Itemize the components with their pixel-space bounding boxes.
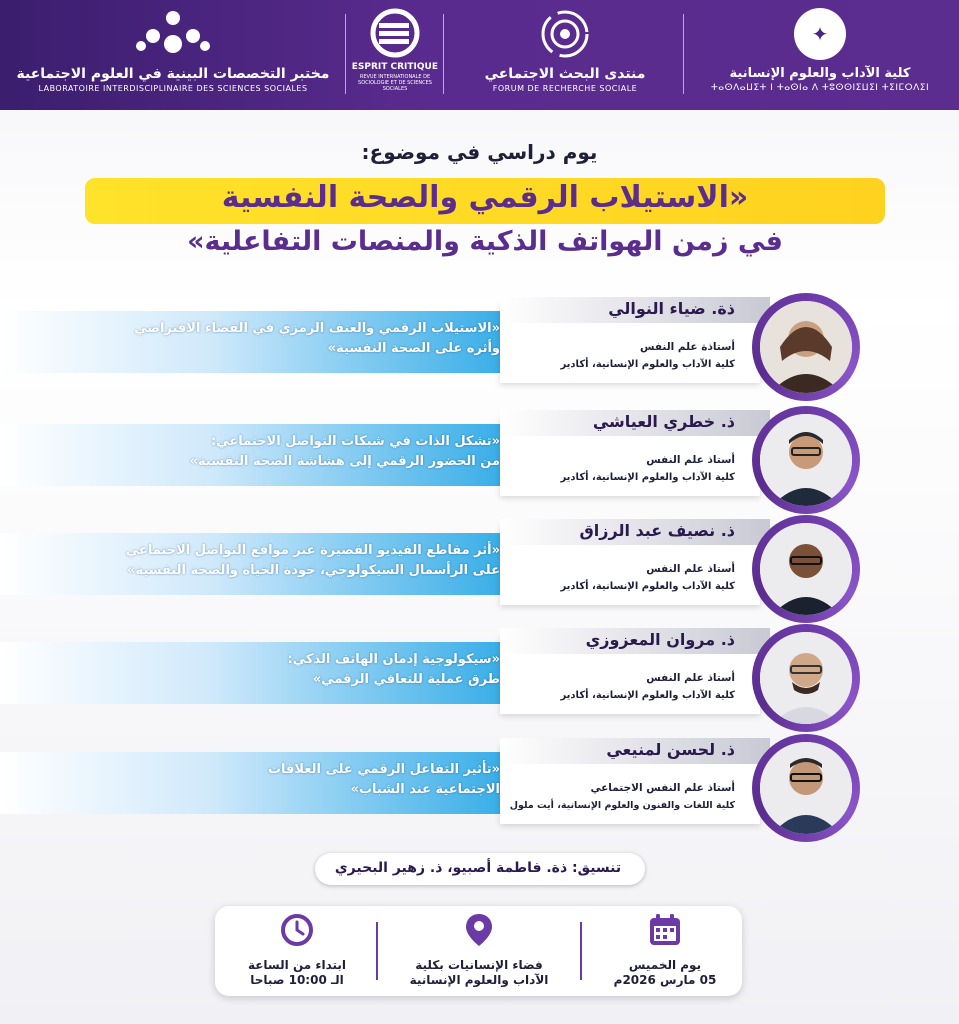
person-icon (760, 301, 852, 393)
speaker-institution: كلية الآداب والعلوم الإنسانية، أكادير (560, 581, 735, 592)
faculty-logo-block (690, 8, 950, 93)
speaker-photo (760, 523, 852, 615)
person-icon (760, 632, 852, 724)
topic-line2: من الحضور الرقمي إلى هشاشة الصحة النفسية» (189, 454, 500, 469)
date-line2: 05 مارس 2026م (613, 973, 717, 987)
speaker-name: ذة. ضياء النوالي (608, 299, 735, 318)
header-divider (345, 14, 346, 94)
forum-logo-block (450, 8, 680, 93)
esprit-logo-block (352, 8, 438, 92)
topic-line2: على الرأسمال السيكولوجي، جودة الحياة والصحة النفسية» (127, 563, 500, 578)
speaker-photo (760, 301, 852, 393)
event-intro: يوم دراسي في موضوع: (361, 140, 598, 164)
speaker-row (0, 738, 959, 838)
lab-name-fr: LABORATOIRE INTERDISCIPLINAIRE DES SCIENCES SOCIALES (38, 84, 308, 93)
speaker-row (0, 297, 959, 397)
calendar-icon (647, 912, 683, 948)
speaker-name: ذ. مروان المعزوزي (585, 630, 735, 649)
topic-line2: طرق عملية للتعافي الرقمي» (312, 672, 500, 687)
lab-name-ar: مختبر التخصصات البينية في العلوم الاجتماعية (16, 66, 330, 82)
place-line1: فضاء الإنسانيات بكلية (415, 958, 543, 972)
date-line1: يوم الخميس (628, 958, 702, 972)
speaker-institution: كلية الآداب والعلوم الإنسانية، أكادير (560, 359, 735, 370)
topic-line1: «سيكولوجية إدمان الهاتف الذكي: (287, 652, 500, 667)
topic-text (20, 432, 500, 472)
clock-icon (279, 912, 315, 948)
speaker-institution: كلية الآداب والعلوم الإنسانية، أكادير (560, 690, 735, 701)
speaker-role: أستاذ علم النفس (646, 563, 735, 575)
speaker-role: أستاذ علم النفس الاجتماعي (590, 782, 735, 794)
faculty-seal-icon: ✦ (794, 8, 846, 60)
lab-logo-block (8, 8, 338, 93)
event-title-line1: «الاستيلاب الرقمي والصحة النفسية (221, 180, 749, 215)
person-icon (760, 742, 852, 834)
speaker-row (0, 410, 959, 510)
speaker-role: أستاذ علم النفس (646, 672, 735, 684)
speaker-name: ذ. لحسن لمنيعي (606, 740, 735, 759)
topic-text (20, 319, 500, 359)
location-pin-icon (461, 912, 497, 948)
faculty-name-ar: كلية الآداب والعلوم الإنسانية (729, 66, 911, 81)
topic-line2: الاجتماعية عند الشباب» (350, 782, 500, 797)
info-divider (580, 922, 582, 980)
speaker-photo (760, 632, 852, 724)
speaker-institution: كلية اللغات والفنون والعلوم الإنسانية، أيت ملول (509, 800, 735, 811)
header-banner (0, 0, 959, 110)
speaker-row (0, 519, 959, 619)
topic-line1: «تشكل الذات في شبكات التواصل الاجتماعي: (211, 434, 500, 449)
person-icon (760, 523, 852, 615)
coordination-text: تنسيق: ذة. فاطمة أصبيو، ذ. زهير البحيري (334, 860, 622, 876)
date-info (590, 912, 740, 988)
time-info (222, 912, 372, 988)
speaker-photo (760, 742, 852, 834)
speaker-institution: كلية الآداب والعلوم الإنسانية، أكادير (560, 472, 735, 483)
topic-line1: «الاستيلاب الرقمي والعنف الرمزي في الفضاء الافتراضي (134, 321, 500, 336)
topic-line2: وأثره على الصحة النفسية» (327, 341, 500, 356)
header-divider (443, 14, 444, 94)
esprit-subtitle: REVUE INTERNATIONALE DE SOCIOLOGIE ET DE SCIENCES SOCIALES (358, 74, 432, 92)
lab-logo-icon (133, 8, 213, 60)
place-info (404, 912, 554, 988)
forum-name-fr: FORUM DE RECHERCHE SOCIALE (492, 84, 638, 93)
speaker-role: أستاذ علم النفس (646, 454, 735, 466)
topic-text (20, 650, 500, 690)
topic-line1: «أثر مقاطع الفيديو القصيرة عبر مواقع التواصل الاجتماعي (125, 543, 500, 558)
topic-text (20, 760, 500, 800)
topic-text (20, 541, 500, 581)
forum-name-ar: منتدى البحث الاجتماعي (484, 66, 646, 82)
info-divider (376, 922, 378, 980)
esprit-logo-icon (369, 8, 421, 58)
person-icon (760, 414, 852, 506)
speaker-name: ذ. نصيف عبد الرزاق (579, 521, 735, 540)
topic-line1: «تأثير التفاعل الرقمي على العلاقات (267, 762, 500, 777)
speaker-photo (760, 414, 852, 506)
time-line1: ابتداء من الساعة (247, 958, 347, 972)
time-line2: الـ 10:00 صباحا (250, 973, 344, 987)
forum-logo-icon (539, 8, 591, 60)
speaker-role: أستاذة علم النفس (640, 341, 735, 353)
speaker-row (0, 628, 959, 728)
speaker-name: ذ. خطري العياشي (592, 412, 735, 431)
header-divider (683, 14, 684, 94)
faculty-name-tifinagh: ⵜⴰⵙⴷⴰⵡⵉⵜ ⵏ ⵜⴰⵙⵏⴰ ⴷ ⵜⵓⵙⵙⵏⵉⵡⵉⵏ ⵜⵉⵏⵎⵔⴷⵉⵏ (710, 83, 930, 93)
event-title-line2: في زمن الهواتف الذكية والمنصات التفاعلية» (187, 226, 783, 257)
esprit-title: ESPRIT CRITIQUE (351, 62, 438, 72)
place-line2: الآداب والعلوم الإنسانية (409, 973, 549, 987)
